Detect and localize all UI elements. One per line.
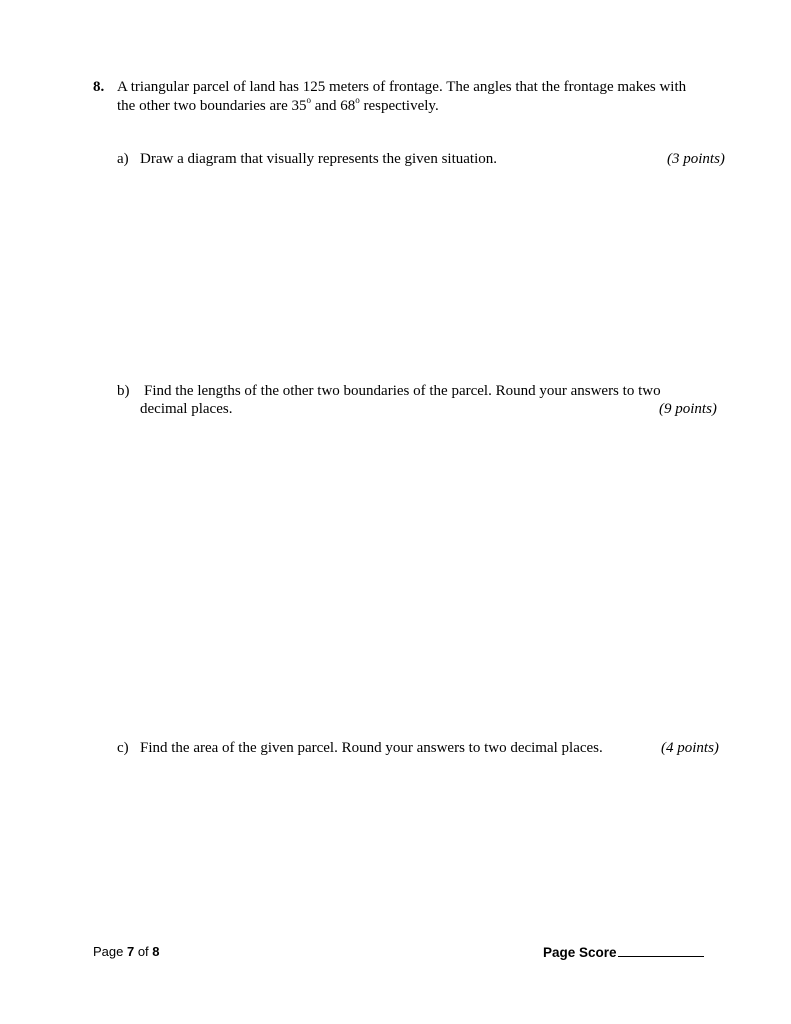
part-c-points: (4 points) (661, 740, 719, 756)
part-b-label: b) (117, 383, 130, 399)
page-current: 7 (126, 944, 135, 959)
page-number (93, 944, 160, 960)
question-number: 8. (93, 79, 105, 95)
part-b-points: (9 points) (659, 401, 717, 417)
part-a-points: (3 points) (667, 151, 725, 167)
question-text-line2-middle: and 68 (311, 98, 356, 114)
question-text-line1: A triangular parcel of land has 125 meters of frontage. The angles that the frontage makes with (117, 79, 687, 95)
page-score-blank[interactable] (618, 943, 704, 957)
page-number-of: of (134, 944, 153, 959)
question-text-line2-start: the other two boundaries are 35 (117, 98, 307, 114)
part-b-text-line1: Find the lengths of the other two boundaries of the parcel. Round your answers to two (144, 383, 661, 399)
part-b-text-line2: decimal places. (140, 401, 233, 417)
page-number-prefix: Page (93, 944, 127, 959)
part-c-text: Find the area of the given parcel. Round your answers to two decimal places. (140, 740, 603, 756)
degree-symbol-2: o (355, 95, 360, 105)
part-c-label: c) (117, 740, 129, 756)
part-a-label: a) (117, 151, 129, 167)
part-a-text: Draw a diagram that visually represents the given situation. (140, 151, 497, 167)
page-score-label: Page Score (543, 945, 617, 960)
question-text-line2 (117, 97, 439, 115)
degree-symbol-1: o (306, 95, 312, 105)
question-text-line2-end: respectively. (359, 98, 439, 114)
page-total: 8 (152, 944, 160, 959)
page-score (543, 943, 704, 960)
